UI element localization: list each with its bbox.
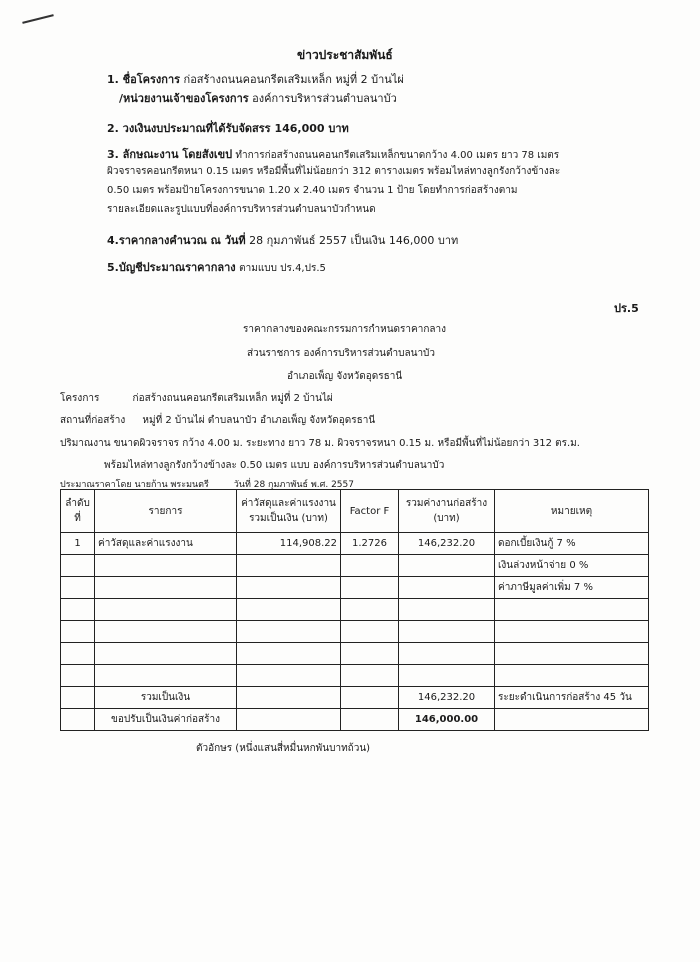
budget-value: 146,000 บาท — [274, 122, 349, 135]
project-value: ก่อสร้างถนนคอนกรีตเสริมเหล็ก หมู่ที่ 2 บ้านไผ่ — [183, 73, 404, 86]
sheet-shoulder-line: พร้อมไหล่ทางลูกรังกว้างข้างละ 0.50 เมตร แบบ องค์การบริหารส่วนตำบลนาบัว — [104, 460, 445, 471]
table-adjust-row — [61, 709, 649, 731]
row-note: ดอกเบี้ยเงินกู้ 7 % — [495, 533, 649, 555]
row-item: ค่าวัสดุและค่าแรงงาน — [95, 533, 237, 555]
table-row — [61, 621, 649, 643]
boq-row — [107, 258, 326, 276]
sheet-site-label: สถานที่ก่อสร้าง — [60, 415, 126, 426]
row-cost: 114,908.22 — [237, 533, 341, 555]
row-total: 146,232.20 — [399, 533, 495, 555]
agency-value: องค์การบริหารส่วนตำบลนาบัว — [252, 92, 397, 105]
description-line-3: 0.50 เมตร พร้อมป้ายโครงการขนาด 1.20 x 2.40 เมตร จำนวน 1 ป้าย โดยทำการก่อสร้างตาม — [107, 185, 518, 196]
cost-table — [60, 489, 649, 731]
boq-value: ตามแบบ ปร.4,ปร.5 — [239, 263, 326, 274]
header-item: รายการ — [95, 490, 237, 533]
sum-label: รวมเป็นเงิน — [95, 687, 237, 709]
agency-label: /หน่วยงานเจ้าของโครงการ — [119, 92, 249, 105]
estimate-date: วันที่ 28 กุมภาพันธ์ พ.ศ. 2557 — [233, 480, 354, 490]
adjust-value: 146,000.00 — [399, 709, 495, 731]
table-row — [61, 533, 649, 555]
table-row — [61, 599, 649, 621]
sheet-site-row — [60, 413, 375, 428]
header-total: รวมค่างานก่อสร้าง (บาท) — [399, 490, 495, 533]
adjust-label: ขอปรับเป็นเงินค่าก่อสร้าง — [95, 709, 237, 731]
document-title: ข่าวประชาสัมพันธ์ — [297, 48, 393, 62]
note-advance: เงินล่วงหน้าจ่าย 0 % — [495, 555, 649, 577]
header-no: ลำดับ ที่ — [61, 490, 95, 533]
table-row — [61, 577, 649, 599]
agency-row — [119, 89, 397, 107]
sheet-heading-1: ราคากลางของคณะกรรมการกำหนดราคากลาง — [243, 324, 447, 335]
budget-row — [107, 119, 349, 137]
header-note: หมายเหตุ — [495, 490, 649, 533]
description-label: 3. ลักษณะงาน โดยสังเขป — [107, 148, 233, 161]
table-row — [61, 643, 649, 665]
header-factor: Factor F — [341, 490, 399, 533]
row-no: 1 — [61, 533, 95, 555]
table-header-row — [61, 490, 649, 533]
sheet-heading-3: อำเภอเพ็ญ จังหวัดอุดรธานี — [287, 371, 403, 382]
table-sum-row — [61, 687, 649, 709]
median-price-value: 28 กุมภาพันธ์ 2557 เป็นเงิน 146,000 บาท — [249, 234, 459, 247]
sheet-heading-2: ส่วนราชการ องค์การบริหารส่วนตำบลนาบัว — [247, 348, 436, 359]
project-label: 1. ชื่อโครงการ — [107, 73, 181, 86]
median-price-row — [107, 231, 458, 249]
description-text-1: ทำการก่อสร้างถนนคอนกรีตเสริมเหล็กขนาดกว้าง 4.00 เมตร ยาว 78 เมตร — [235, 150, 560, 161]
header-cost: ค่าวัสดุและค่าแรงงาน รวมเป็นเงิน (บาท) — [237, 490, 341, 533]
sheet-project-row — [60, 391, 333, 406]
row-factor: 1.2726 — [341, 533, 399, 555]
table-row — [61, 665, 649, 687]
description-line-2: ผิวจราจรคอนกรีตหนา 0.15 เมตร หรือมีพื้นที่ไม่น้อยกว่า 312 ตารางเมตร พร้อมไหล่ทางลูกรังกว้างข้างละ — [107, 166, 561, 177]
sum-value: 146,232.20 — [399, 687, 495, 709]
form-code: ปร.5 — [614, 302, 639, 315]
sheet-quantity-line: ปริมาณงาน ขนาดผิวจราจร กว้าง 4.00 ม. ระยะทาง ยาว 78 ม. ผิวจราจรหนา 0.15 ม. หรือมีพื้นที่ไม่น้อยกว่า 312 ตร.ม. — [60, 438, 580, 449]
budget-label: 2. วงเงินงบประมาณที่ได้รับจัดสรร — [107, 122, 271, 135]
sheet-project-label: โครงการ — [60, 393, 100, 404]
duration-note: ระยะดำเนินการก่อสร้าง 45 วัน — [495, 687, 649, 709]
boq-label: 5.บัญชีประมาณราคากลาง — [107, 261, 236, 274]
table-row — [61, 555, 649, 577]
description-line-1 — [107, 145, 559, 163]
project-row — [107, 70, 404, 88]
pen-mark — [22, 14, 54, 24]
description-line-4: รายละเอียดและรูปแบบที่องค์การบริหารส่วนตำบลนาบัวกำหนด — [107, 204, 376, 215]
amount-in-words: ตัวอักษร (หนึ่งแสนสี่หมื่นหกพันบาทถ้วน) — [196, 743, 371, 754]
estimator: ประมาณราคาโดย นายก้าน พระมนตรี — [60, 480, 209, 490]
median-price-label: 4.ราคากลางคำนวณ ณ วันที่ — [107, 234, 246, 247]
sheet-project-value: ก่อสร้างถนนคอนกรีตเสริมเหล็ก หมู่ที่ 2 บ้านไผ่ — [132, 393, 333, 404]
note-vat: ค่าภาษีมูลค่าเพิ่ม 7 % — [495, 577, 649, 599]
sheet-site-value: หมู่ที่ 2 บ้านไผ่ ตำบลนาบัว อำเภอเพ็ญ จังหวัดอุดรธานี — [142, 415, 376, 426]
